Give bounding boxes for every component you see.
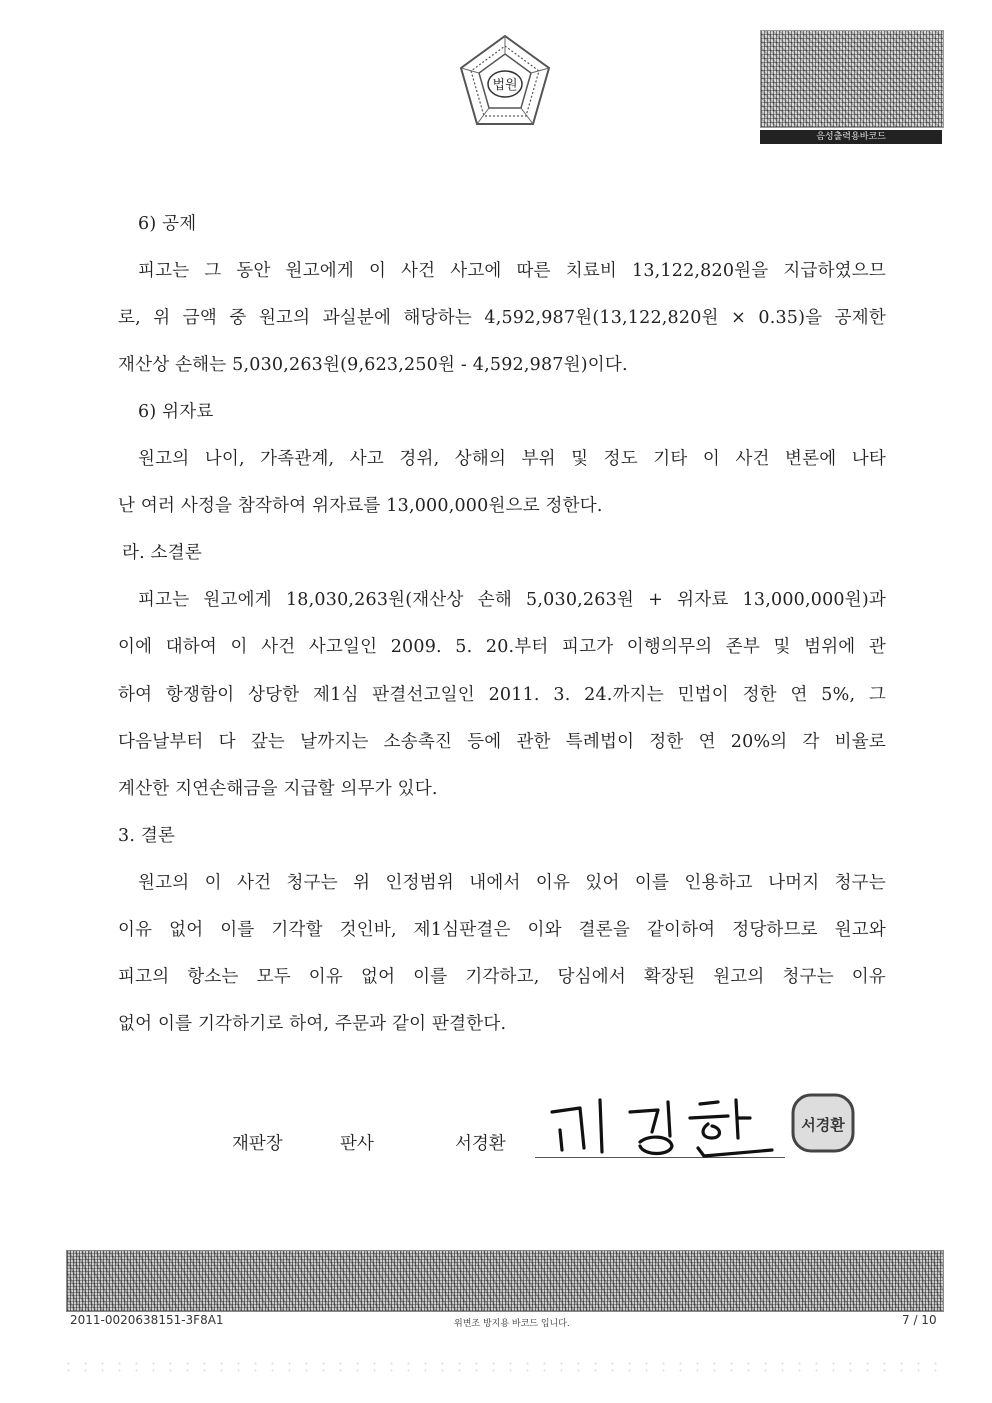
body-line: 원고의 이 사건 청구는 위 인정범위 내에서 이유 있어 이를 인용하고 나머지 청구는 [138,873,886,893]
section-heading-conclusion: 3. 결론 [118,826,176,846]
page-number: 7 / 10 [902,1313,937,1327]
body-line: 피고는 원고에게 18,030,263원(재산상 손해 5,030,263원 + 위자료 13,000,000원)과 [138,590,886,610]
body-line: 피고는 그 동안 원고에게 이 사건 사고에 따른 치료비 13,122,820원을 지급하였으므 [138,261,886,281]
seal-text: 서경환 [801,1116,845,1134]
anti-forgery-barcode [66,1250,944,1312]
body-line: 없어 이를 기각하기로 하여, 주문과 같이 판결한다. [118,1014,507,1034]
judge-seal [790,1092,856,1154]
signature-title: 판사 [340,1134,374,1154]
signature-role: 재판장 [232,1134,283,1154]
section-heading-consolation: 6) 위자료 [138,402,214,422]
document-id: 2011-0020638151-3F8A1 [70,1313,224,1327]
top-barcode [760,30,944,128]
body-line: 로, 위 금액 중 원고의 과실분에 해당하는 4,592,987원(13,122,820원 × 0.35)을 공제한 [118,308,886,328]
emblem-text: 법원 [492,78,518,93]
body-line: 원고의 나이, 가족관계, 사고 경위, 상해의 부위 및 정도 기타 이 사건 변론에 나타 [138,449,886,469]
section-heading-deduction: 6) 공제 [138,214,197,234]
body-line: 난 여러 사정을 참작하여 위자료를 13,000,000원으로 정한다. [118,496,603,516]
signature-name: 서경환 [455,1134,506,1154]
body-line: 재산상 손해는 5,030,263원(9,623,250원 - 4,592,987원)이다. [118,355,628,375]
body-line: 다음날부터 다 갚는 날까지는 소송촉진 등에 관한 특례법이 정한 연 20%의 각 비율로 [118,732,886,752]
section-heading-sub-conclusion: 라. 소결론 [122,543,202,563]
top-barcode-caption: 음성출력용바코드 [760,130,942,144]
body-line: 피고의 항소는 모두 이유 없어 이를 기각하고, 당심에서 확장된 원고의 청구는 이유 [118,967,886,987]
body-line: 이에 대하여 이 사건 사고일인 2009. 5. 20.부터 피고가 이행의무의 존부 및 범위에 관 [118,637,886,657]
court-emblem-seal [455,32,555,132]
handwritten-signature [540,1090,790,1160]
body-line: 하여 항쟁함이 상당한 제1심 판결선고일인 2011. 3. 24.까지는 민법이 정한 연 5%, 그 [118,685,886,705]
barcode-note: 위변조 방지용 바코드 입니다. [454,1319,570,1329]
scan-noise [60,1360,940,1374]
body-line: 계산한 지연손해금을 지급할 의무가 있다. [118,779,438,799]
body-line: 이유 없어 이를 기각할 것인바, 제1심판결은 이와 결론을 같이하여 정당하므로 원고와 [118,920,886,940]
